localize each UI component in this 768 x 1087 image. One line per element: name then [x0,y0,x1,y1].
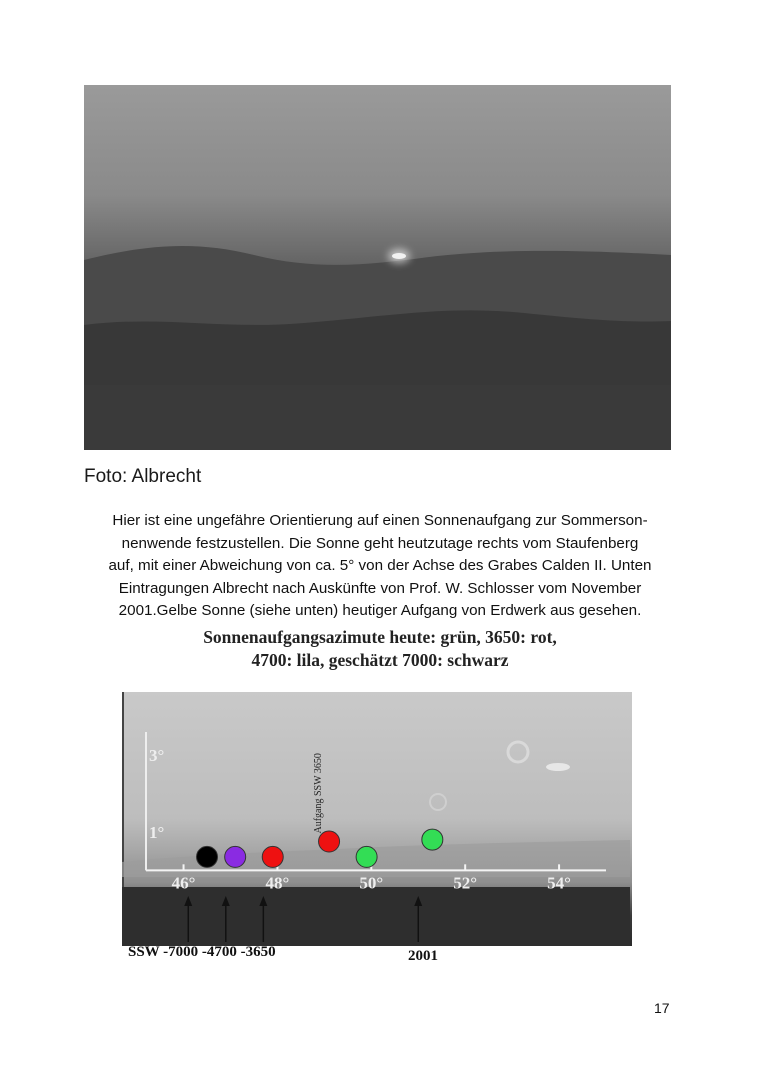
landscape-silhouette [84,235,671,450]
paragraph-line: Hier ist eine ungefähre Orientierung auf einen Sonnenaufgang zur Sommerson- [112,512,648,529]
chart-annotation: Aufgang SSW 3650 [313,753,325,834]
bottom-label-right: 2001 [408,948,438,964]
chart-svg [118,692,634,950]
paragraph-line: 2001.Gelbe Sonne (siehe unten) heutiger Aufgang von Erdwerk aus gesehen. [118,602,642,619]
photo-caption: Foto: Albrecht [84,466,202,487]
azimuth-heading [120,626,640,672]
sun-ghost-circle [508,742,528,762]
description-paragraph [80,510,680,623]
heading-line-2: 4700: lila, geschätzt 7000: schwarz [251,650,509,670]
heading-line-1: Sonnenaufgangsazimute heute: grün, 3650: rot, [203,627,557,647]
sun-position-dot-rot [262,846,283,867]
bright-spot [546,763,570,771]
x-tick-label: 52° [453,873,478,893]
sun-position-dot-lila [225,846,246,867]
x-tick-label: 54° [547,873,571,893]
paragraph-line: Eintragungen Albrecht nach Auskünfte von Prof. W. Schlosser vom November [118,579,642,597]
paragraph-line: auf, mit einer Abweichung von ca. 5° von der Achse des Grabes Calden II. Unten [108,557,652,574]
sun-glow [392,253,406,259]
sunrise-photo [84,85,671,450]
azimuth-chart [118,692,634,950]
bottom-label-left: SSW -7000 -4700 -3650 [128,944,276,960]
x-tick-label: 48° [265,873,290,893]
sun-ghost-circle [430,794,446,810]
foreground-trees [122,887,630,946]
sun-position-dot-schwarz [197,846,218,867]
page-number: 17 [654,1000,670,1016]
sun-position-dot-grün [422,829,443,850]
paragraph-line: nenwende festzustellen. Die Sonne geht heutzutage rechts vom Staufenberg [121,534,639,552]
x-tick-label: 50° [359,873,384,893]
sun-position-dot-grün [356,846,377,867]
y-tick-label: 1° [149,822,165,842]
y-tick-label: 3° [149,746,165,766]
x-tick-label: 46° [171,873,196,893]
